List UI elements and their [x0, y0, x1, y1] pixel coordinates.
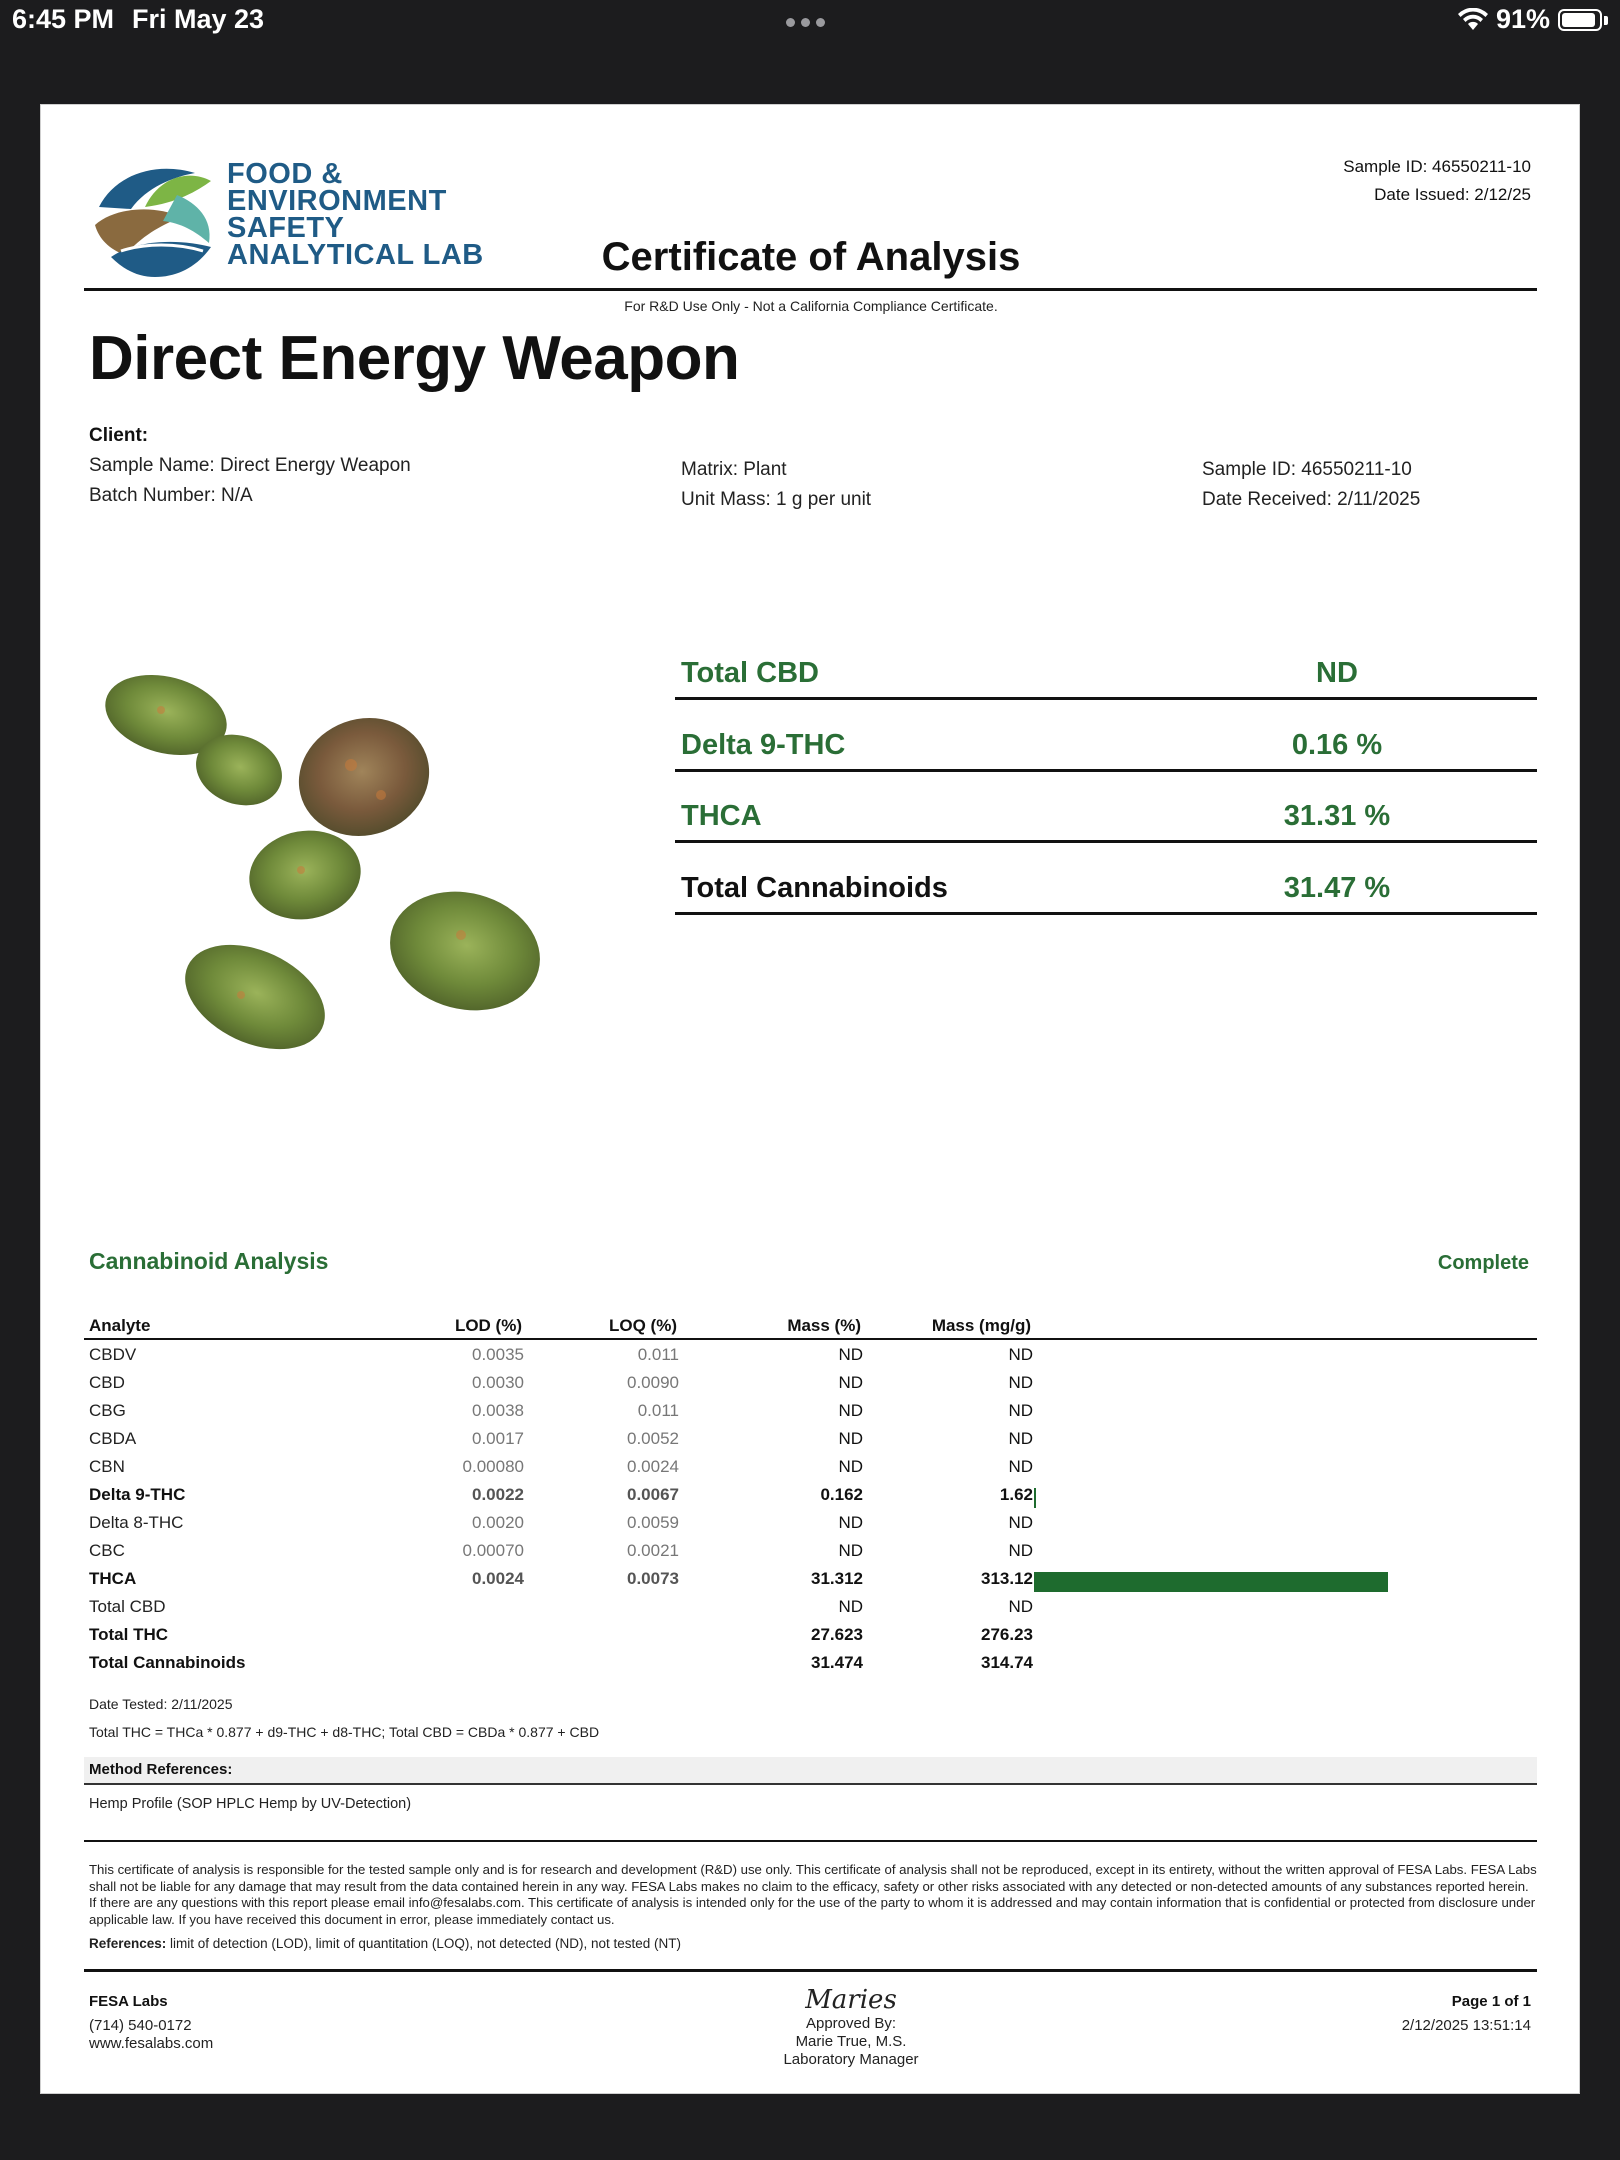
approver-title: Laboratory Manager: [783, 2051, 919, 2068]
col-header-analyte: Analyte: [89, 1316, 151, 1335]
table-row: [41, 1485, 1581, 1513]
footer-phone: (714) 540-0172: [89, 2017, 192, 2034]
analyte-cell: Delta 9-THC: [89, 1485, 186, 1504]
footer-company: FESA Labs: [89, 1993, 168, 2010]
logo-line: FOOD &: [227, 158, 343, 190]
summary-label-thca: THCA: [681, 800, 762, 832]
analyte-cell: CBG: [89, 1401, 126, 1420]
sample-name: Sample Name: Direct Energy Weapon: [89, 455, 411, 476]
battery-icon: [1558, 9, 1602, 31]
footer-website[interactable]: www.fesalabs.com: [89, 2035, 214, 2052]
battery-percent: 91%: [1496, 4, 1551, 34]
bud-5: [168, 924, 341, 1070]
loq-cell: 0.011: [637, 1345, 679, 1364]
references-text: limit of detection (LOD), limit of quantitation (LOQ), not detected (ND), not tested (NT): [166, 1936, 681, 1951]
table-row: [41, 1625, 1581, 1653]
mass-mg-cell: 314.74: [981, 1653, 1033, 1672]
certificate-page: [40, 104, 1580, 2094]
mass-pct-cell: ND: [838, 1457, 863, 1476]
analysis-status: Complete: [1437, 1252, 1529, 1274]
mass-pct-cell: ND: [838, 1541, 863, 1560]
analyte-cell: Delta 8-THC: [89, 1513, 184, 1532]
table-row: [41, 1541, 1581, 1569]
mass-bar: [1034, 1572, 1388, 1592]
references-label: References:: [89, 1936, 167, 1951]
document-title: Certificate of Analysis: [601, 235, 1021, 279]
table-row: [41, 1597, 1581, 1625]
mass-pct-cell: ND: [838, 1373, 863, 1392]
mass-pct-cell: ND: [838, 1345, 863, 1364]
approver-name: Marie True, M.S.: [795, 2033, 907, 2050]
mass-mg-cell: ND: [1008, 1373, 1033, 1392]
loq-cell: 0.0090: [627, 1373, 679, 1392]
header-sample-id: Sample ID: 46550211-10: [1343, 157, 1531, 176]
mass-mg-cell: ND: [1008, 1541, 1033, 1560]
summary-value-total-cannabinoids: 31.47 %: [1283, 872, 1391, 904]
loq-cell: 0.0024: [627, 1457, 679, 1476]
mass-pct-cell: ND: [838, 1401, 863, 1420]
mass-pct-cell: 31.474: [811, 1653, 863, 1672]
date-received: Date Received: 2/11/2025: [1202, 489, 1421, 510]
mass-mg-cell: ND: [1008, 1345, 1033, 1364]
table-row: [41, 1345, 1581, 1373]
analyte-cell: THCA: [89, 1569, 137, 1588]
col-header-mass-mg: Mass (mg/g): [931, 1316, 1031, 1335]
references: [89, 1936, 681, 1951]
summary-divider: [675, 769, 1537, 772]
logo-line: ANALYTICAL LAB: [227, 239, 484, 271]
loq-cell: 0.0073: [627, 1569, 679, 1588]
header-meta: [1343, 153, 1531, 209]
col-header-lod: LOD (%): [454, 1316, 522, 1335]
lod-cell: 0.0035: [472, 1345, 524, 1364]
wifi-icon: [1457, 8, 1489, 32]
lod-cell: 0.0030: [472, 1373, 524, 1392]
analyte-cell: CBD: [89, 1373, 125, 1392]
header-rule: [84, 288, 1537, 291]
mass-mg-cell: 1.62: [999, 1485, 1033, 1504]
product-name: Direct Energy Weapon: [89, 324, 740, 393]
table-row: [41, 1373, 1581, 1401]
bud-6: [377, 875, 554, 1026]
logo-line: SAFETY: [227, 212, 345, 244]
logo-line: ENVIRONMENT: [227, 185, 447, 217]
analyte-cell: Total THC: [89, 1625, 169, 1644]
col-header-loq: LOQ (%): [609, 1316, 677, 1335]
report-timestamp: 2/12/2025 13:51:14: [1401, 2017, 1531, 2034]
table-row: [41, 1401, 1581, 1429]
mass-pct-cell: 31.312: [811, 1569, 863, 1588]
lod-cell: 0.0017: [472, 1429, 524, 1448]
product-photo: [101, 665, 581, 1135]
rd-use-note: For R&D Use Only - Not a California Compliance Certificate.: [624, 298, 998, 314]
summary-value-total-cbd: ND: [1316, 657, 1358, 689]
summary-label-total-cannabinoids: Total Cannabinoids: [681, 872, 948, 904]
total-formula: Total THC = THCa * 0.877 + d9-THC + d8-THC; Total CBD = CBDa * 0.877 + CBD: [89, 1724, 600, 1740]
mass-bar: [1034, 1488, 1036, 1508]
mass-pct-cell: ND: [838, 1513, 863, 1532]
mass-pct-cell: 0.162: [820, 1485, 863, 1504]
analyte-cell: CBDV: [89, 1345, 137, 1364]
header-date-issued: Date Issued: 2/12/25: [1374, 185, 1531, 204]
status-date: Fri May 23: [132, 4, 265, 34]
lod-cell: 0.00070: [462, 1541, 524, 1560]
mass-mg-cell: ND: [1008, 1513, 1033, 1532]
table-row: [41, 1569, 1581, 1597]
footer-right: [1402, 1993, 1531, 2035]
analyte-cell: Total Cannabinoids: [89, 1653, 246, 1672]
status-bar: [0, 0, 1620, 40]
mass-mg-cell: ND: [1008, 1457, 1033, 1476]
loq-cell: 0.0052: [627, 1429, 679, 1448]
mass-pct-cell: ND: [838, 1429, 863, 1448]
loq-cell: 0.0067: [627, 1485, 679, 1504]
method-heading: Method References:: [89, 1761, 233, 1778]
mass-mg-cell: ND: [1008, 1429, 1033, 1448]
loq-cell: 0.0059: [627, 1513, 679, 1532]
lod-cell: 0.0038: [472, 1401, 524, 1420]
mass-pct-cell: ND: [838, 1597, 863, 1616]
battery-cap: [1604, 16, 1608, 25]
mass-pct-cell: 27.623: [811, 1625, 863, 1644]
unit-mass: Unit Mass: 1 g per unit: [681, 489, 872, 510]
batch-number: Batch Number: N/A: [89, 485, 253, 506]
table-row: [41, 1457, 1581, 1485]
summary-label-delta9: Delta 9-THC: [681, 729, 846, 761]
mass-mg-cell: 313.12: [981, 1569, 1033, 1588]
lod-cell: 0.00080: [462, 1457, 524, 1476]
mass-mg-cell: ND: [1008, 1401, 1033, 1420]
summary-value-thca: 31.31 %: [1283, 800, 1391, 832]
client-heading: Client:: [89, 425, 149, 446]
footer-rule: [84, 1969, 1537, 1972]
table-row: [41, 1429, 1581, 1457]
approved-by-label: Approved By:: [805, 2015, 897, 2032]
loq-cell: 0.0021: [627, 1541, 679, 1560]
page-number: Page 1 of 1: [1451, 1993, 1531, 2010]
disclaimer-rule: [84, 1840, 1537, 1842]
mass-mg-cell: ND: [1008, 1597, 1033, 1616]
analyte-cell: CBC: [89, 1541, 125, 1560]
client-info-middle: [681, 455, 871, 515]
summary-divider: [675, 697, 1537, 700]
matrix: Matrix: Plant: [681, 459, 787, 480]
summary-divider: [675, 912, 1537, 915]
bud-4: [242, 822, 368, 928]
footer-center: [41, 1985, 1620, 2069]
table-row: [41, 1513, 1581, 1541]
more-dots-icon[interactable]: [786, 14, 836, 24]
analyte-cell: CBN: [89, 1457, 125, 1476]
table-row: [41, 1653, 1581, 1681]
loq-cell: 0.011: [637, 1401, 679, 1420]
disclaimer-text: This certificate of analysis is responsible for the tested sample only and is for research and development (R&D) use only. This certificate of analysis shall not be reproduced, except in its entirety, without the written approval of FESA Labs. FESA Labs shall not be liable for any damage that may result from the data contained herein in any way. FESA Labs makes no claim to the efficacy, safety or other risks associated with any detected or non-detected amounts of any substances reported herein. If there are any questions with this report please email info@fesalabs.com. This certificate of analysis is intended only for the use of the party to whom it is addressed and may contain information that is confidential or protected from disclosure under applicable law. If you have received this document in error, please immediately contact us.: [89, 1862, 1537, 1927]
client-sample-id: Sample ID: 46550211-10: [1202, 459, 1412, 480]
battery-level-fill: [1562, 13, 1595, 27]
analyte-cell: CBDA: [89, 1429, 137, 1448]
method-references-bar: [84, 1757, 1537, 1785]
lod-cell: 0.0024: [472, 1569, 524, 1588]
table-header-rule: [84, 1338, 1537, 1340]
approver-signature: Maries: [805, 1985, 897, 2015]
summary-divider: [675, 840, 1537, 843]
summary-value-delta9: 0.16 %: [1291, 729, 1383, 761]
date-tested: Date Tested: 2/11/2025: [89, 1696, 233, 1712]
method-text: Hemp Profile (SOP HPLC Hemp by UV-Detection): [89, 1796, 412, 1812]
client-info-right: [1202, 455, 1420, 515]
col-header-mass-pct: Mass (%): [787, 1316, 861, 1335]
lod-cell: 0.0022: [472, 1485, 524, 1504]
analyte-cell: Total CBD: [89, 1597, 166, 1616]
status-time: 6:45 PM: [12, 4, 115, 34]
lod-cell: 0.0020: [472, 1513, 524, 1532]
client-info-left: [89, 421, 411, 511]
analysis-title: Cannabinoid Analysis: [89, 1248, 329, 1274]
summary-label-total-cbd: Total CBD: [681, 657, 820, 689]
mass-mg-cell: 276.23: [981, 1625, 1033, 1644]
